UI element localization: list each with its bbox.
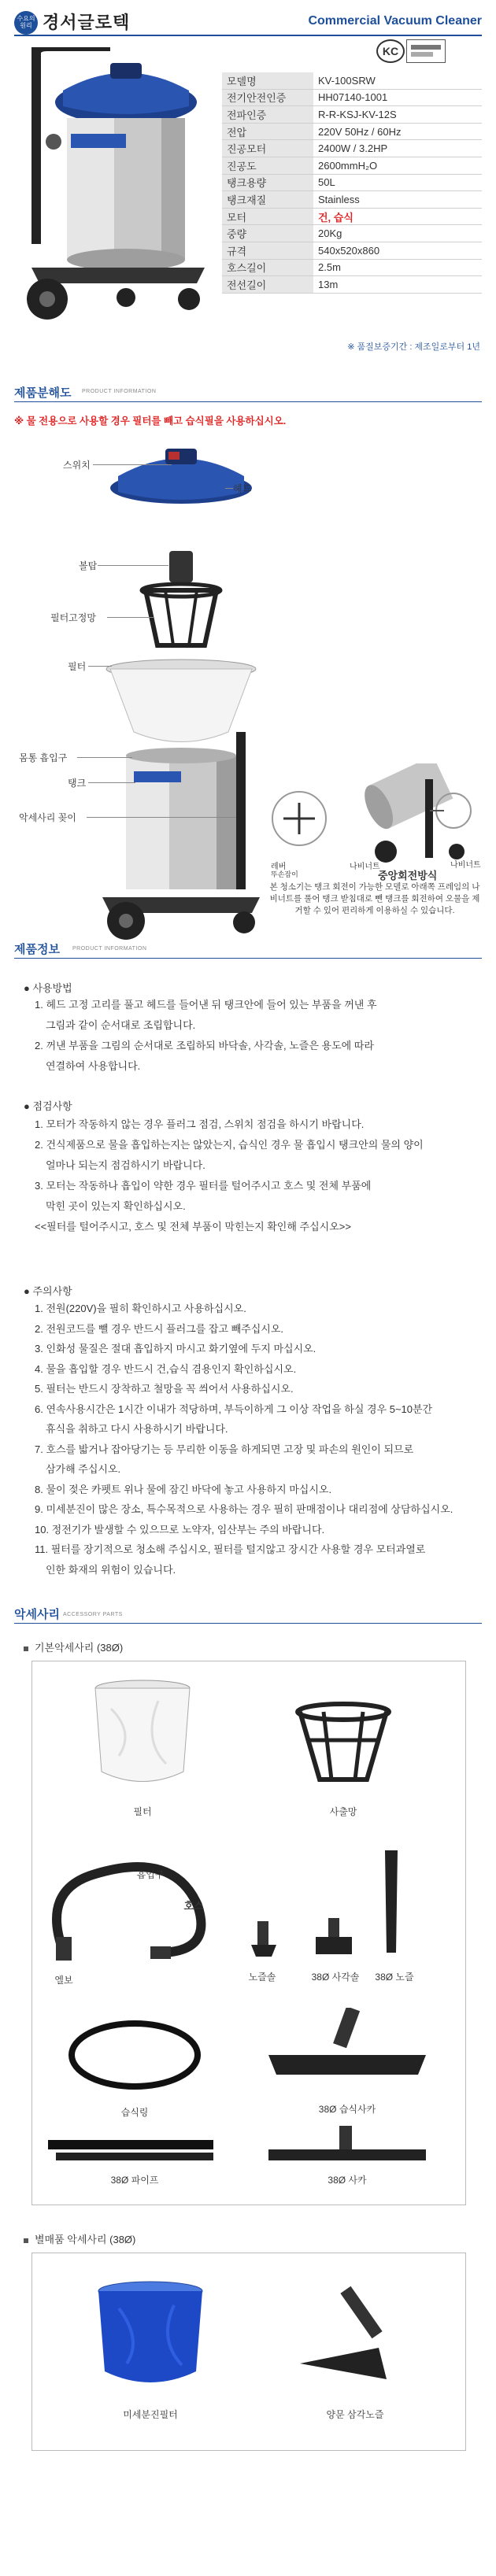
usage-line: 2. 꺼낸 부품을 그림의 순서대로 조립하되 바닥솔, 사각솔, 노즐은 용도에 따라 — [35, 1040, 374, 1051]
filter-icon — [87, 1677, 198, 1795]
check-line: 3. 모터는 작동하나 흡입이 약한 경우 필터를 털어주시고 호스 및 전체 부품에 — [35, 1180, 372, 1192]
label-fine-filter: 미세분진필터 — [123, 2409, 178, 2420]
spec-value: KV-100SRW — [313, 72, 482, 89]
label-head: 헤드 — [233, 483, 252, 494]
label-square-brush: 38Ø 사각솔 — [311, 1972, 360, 1983]
label-float: 볼탑 — [79, 560, 98, 571]
wet-ring-icon — [64, 2008, 205, 2102]
caution-line: 10. 정전기가 발생할 수 있으므로 노약자, 임산부는 주의 바랍니다. — [35, 1523, 325, 1536]
label-switch: 스위치 — [63, 460, 91, 471]
caution-line: 3. 인화성 물질은 절대 흡입하지 마시고 화기옆에 두지 마십시오. — [35, 1343, 316, 1355]
caution-line: 6. 연속사용시간은 1시간 이내가 적당하며, 부득이하게 그 이상 작업을 하실 경우 5~10분간 — [35, 1403, 433, 1415]
table-row — [222, 123, 482, 140]
table-row — [222, 225, 482, 242]
fine-filter-icon — [87, 2277, 213, 2395]
tilt-title: 중앙회전방식 — [378, 870, 438, 881]
spec-value: 2.5m — [313, 259, 482, 276]
spec-value: 540x520x860 — [313, 242, 482, 259]
leader-line — [93, 464, 172, 465]
label-wet-ring: 습식링 — [120, 2107, 149, 2118]
brand-name: 경서글로텍 — [43, 13, 131, 32]
label-wet-squeegee: 38Ø 습식사카 — [318, 2104, 376, 2115]
spec-value: R-R-KSJ-KV-12S — [313, 106, 482, 124]
usage-heading: ● 사용방법 — [24, 982, 72, 994]
section-divider — [14, 1623, 482, 1624]
spec-key: 전파인증 — [222, 106, 313, 124]
label-nozzle: 38Ø 노즐 — [375, 1972, 414, 1983]
usage-line: 연결하여 사용합니다. — [46, 1060, 141, 1072]
spec-key: 중량 — [222, 225, 313, 242]
label-nozzle-small: 노즐솔 — [248, 1972, 276, 1983]
nozzle-small-icon — [242, 1913, 289, 1961]
check-line: <<필터를 털어주시고, 호스 및 전체 부품이 막힌는지 확인해 주십시오>> — [35, 1221, 351, 1233]
caution-line: 휴식을 취하고 다시 사용하시기 바랍니다. — [46, 1423, 228, 1435]
caution-line: 9. 미세분진이 많은 장소, 특수목적으로 사용하는 경우 필히 판매점이나 대리점에 상담하십시오. — [35, 1503, 453, 1515]
tilt-diagram — [268, 763, 482, 866]
label-lever: 레버 — [271, 863, 287, 871]
caution-heading: ● 주의사항 — [24, 1285, 72, 1297]
crevice-nozzle-icon — [376, 1850, 407, 1961]
section-subtitle-exploded: PRODUCT INFORMATION — [82, 389, 157, 394]
leader-line — [88, 782, 135, 783]
usage-line: 그림과 같이 순서대로 조립합니다. — [46, 1019, 196, 1031]
spec-value: 13m — [313, 276, 482, 294]
caution-line: 삼가해 주십시오. — [46, 1463, 121, 1475]
check-list — [35, 1114, 476, 1237]
label-filter-net: 사출망 — [329, 1806, 357, 1817]
warranty-note: ※ 품질보증기간 : 제조일로부터 1년 — [347, 342, 480, 352]
basic-accessories-panel — [31, 1661, 466, 2205]
leader-line — [87, 817, 236, 818]
basic-accessories-heading — [24, 1639, 123, 1654]
table-row — [222, 242, 482, 259]
energy-certification-badge — [406, 39, 446, 63]
filter-net-icon — [292, 1701, 394, 1787]
label-inlet: 몸통 흡입구 — [19, 752, 68, 763]
table-row — [222, 276, 482, 294]
spec-key: 탱크용량 — [222, 174, 313, 191]
label-pipe: 38Ø 파이프 — [110, 2175, 159, 2186]
tilt-panel — [268, 763, 482, 921]
section-title-exploded: 제품분해도 — [14, 386, 72, 400]
optional-accessories-panel — [31, 2253, 466, 2451]
label-filter: 필터 — [133, 1806, 152, 1817]
label-tank: 탱크 — [68, 778, 87, 789]
caution-line: 5. 필터는 반드시 장착하고 철망을 꼭 씌어서 사용하십시오. — [35, 1383, 294, 1395]
spec-key: 탱크재질 — [222, 191, 313, 209]
exploded-diagram — [102, 441, 260, 944]
check-line: 1. 모터가 작동하지 않는 경우 플러그 점검, 스위치 점검을 하시기 바랍니다. — [35, 1118, 365, 1130]
table-row — [222, 174, 482, 191]
usage-list — [35, 995, 476, 1077]
section-subtitle-info: PRODUCT INFORMATION — [72, 946, 147, 952]
spec-value: 50L — [313, 174, 482, 191]
leader-line — [98, 565, 168, 566]
caution-line: 2. 전원코드를 뺄 경우 반드시 플러그를 잡고 빼주십시오. — [35, 1322, 284, 1335]
spec-key: 모터 — [222, 208, 313, 225]
spec-key: 모델명 — [222, 72, 313, 89]
table-row — [222, 259, 482, 276]
table-row — [222, 72, 482, 89]
spec-key: 전선길이 — [222, 276, 313, 294]
table-row — [222, 106, 482, 124]
label-filter-holder: 필터고정망 — [50, 612, 96, 623]
spec-value: 20Kg — [313, 225, 482, 242]
wet-use-notice: ※ 물 전용으로 사용할 경우 필터를 빼고 습식필을 사용하십시오. — [14, 416, 287, 427]
spec-value: 건, 습식 — [313, 208, 482, 225]
label-squeegee: 38Ø 사카 — [328, 2175, 367, 2186]
table-row — [222, 157, 482, 174]
caution-title: 주의사항 — [32, 1285, 72, 1297]
check-line: 얼마나 되는지 점검하시기 바랍니다. — [46, 1159, 205, 1171]
leader-line — [77, 757, 132, 758]
label-triangle-nozzle: 양문 삼각노즐 — [326, 2409, 384, 2420]
spec-value: 2600mmH₂O — [313, 157, 482, 174]
caution-line: 4. 물을 흡입할 경우 반드시 건,습식 겸용인지 확인하십시오. — [35, 1362, 297, 1375]
spec-key: 진공도 — [222, 157, 313, 174]
leader-line — [107, 617, 154, 618]
section-title-info: 제품정보 — [14, 943, 60, 956]
check-heading: ● 점검사항 — [24, 1100, 72, 1112]
label-handle-left: 나비너트 — [350, 863, 380, 871]
caution-line: 인한 화재의 위험이 있습니다. — [46, 1563, 176, 1576]
square-brush-icon — [308, 1913, 363, 1961]
caution-line: 11. 필터를 장기적으로 청소해 주십시오, 필터를 털지않고 장시간 사용할 경우 모터과열로 — [35, 1543, 426, 1555]
usage-line: 1. 헤드 고정 고리를 풀고 헤드를 들어낸 뒤 탱크안에 들어 있는 부품을 꺼낸 후 — [35, 999, 377, 1011]
triangle-nozzle-icon — [292, 2277, 410, 2395]
tilt-description: 본 청소기는 탱크 회전이 가능한 모델로 아래쪽 프레임의 나비너트를 풀어 탱크 받침대로 뺀 탱크를 회전하여 오물을 제거할 수 있어 편리하게 이용하실 수 있습니다. — [269, 882, 480, 915]
label-inlet: 흡입구 — [136, 1869, 165, 1880]
squeegee-icon — [261, 2126, 434, 2173]
section-divider — [14, 958, 482, 959]
label-hose: 호스 — [183, 1900, 204, 1912]
label-knob: 뚜손잡이 — [271, 870, 298, 878]
section-title-accessories: 악세사리 — [14, 1608, 60, 1621]
caution-line: 8. 물이 젖은 카펫트 위나 물에 잠긴 바닥에 놓고 사용하지 마십시오. — [35, 1483, 332, 1495]
table-row — [222, 191, 482, 209]
leader-line — [225, 488, 233, 489]
leader-line — [88, 666, 112, 667]
label-accessory-hook: 악세사리 꽂이 — [19, 812, 76, 823]
spec-value: Stainless — [313, 191, 482, 209]
spec-key: 전기안전인증 — [222, 89, 313, 106]
caution-list — [35, 1299, 483, 1580]
header-divider — [14, 35, 482, 36]
wet-squeegee-icon — [261, 2008, 434, 2094]
label-filter: 필터 — [68, 661, 87, 672]
table-row — [222, 208, 482, 225]
spec-key: 진공모터 — [222, 140, 313, 157]
usage-title: 사용방법 — [32, 982, 72, 994]
table-row — [222, 140, 482, 157]
label-elbow: 엘보 — [54, 1975, 73, 1986]
basic-accessories-title: 기본악세사리 (38Ø) — [35, 1642, 124, 1654]
spec-value: 220V 50Hz / 60Hz — [313, 123, 482, 140]
check-line: 2. 건식제품으로 물을 흡입하는지는 않았는지, 습식인 경우 물 흡입시 탱크안의 물의 양이 — [35, 1139, 424, 1151]
kc-certification-mark: KC — [376, 39, 405, 63]
spec-key: 규격 — [222, 242, 313, 259]
spec-key: 전압 — [222, 123, 313, 140]
spec-key: 호스길이 — [222, 259, 313, 276]
vacuum-main-image — [16, 47, 220, 331]
optional-accessories-heading — [24, 2231, 135, 2246]
spec-value: 2400W / 3.2HP — [313, 140, 482, 157]
check-line: 막힌 곳이 있는지 확인하십시오. — [46, 1200, 186, 1212]
section-divider — [14, 401, 482, 402]
product-title: Commercial Vacuum Cleaner — [308, 14, 482, 28]
optional-accessories-title: 별매품 악세사리 (38Ø) — [35, 2234, 136, 2245]
caution-line: 7. 호스를 밟거나 잡아당기는 등 무리한 이동을 하게되면 고장 및 파손의 원인이 되므로 — [35, 1443, 414, 1455]
spec-value: HH07140-1001 — [313, 89, 482, 106]
section-subtitle-accessories: ACCESSORY PARTS — [63, 1612, 123, 1617]
caution-line: 1. 전원(220V)을 필히 확인하시고 사용하십시오. — [35, 1303, 246, 1314]
table-row — [222, 89, 482, 106]
check-title: 점검사항 — [32, 1100, 72, 1112]
brand-logo — [14, 11, 38, 35]
logo-text: 수요의 원리 — [17, 15, 35, 29]
pipe-icon — [48, 2134, 221, 2165]
spec-table — [222, 72, 482, 294]
label-handle-right: 나비너트 — [450, 861, 481, 870]
